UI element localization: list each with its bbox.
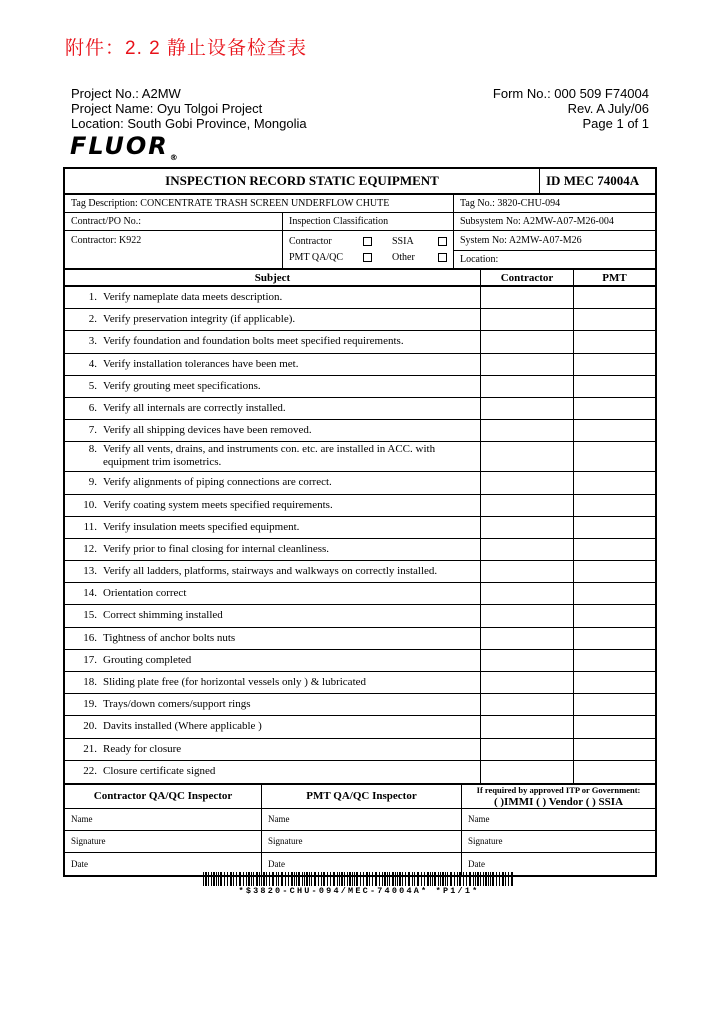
barcode-bar	[330, 872, 331, 886]
page-number: Page 1 of 1	[582, 116, 649, 131]
checklist-row	[65, 376, 655, 398]
contractor-check-cell[interactable]	[481, 716, 574, 737]
barcode-bar	[450, 872, 452, 886]
checklist-subject	[65, 539, 481, 560]
checklist-row	[65, 495, 655, 517]
subsystem-no: Subsystem No: A2MW-A07-M26-004	[460, 216, 614, 227]
barcode-bar	[261, 872, 262, 886]
barcode-bar	[369, 872, 370, 886]
project-name: Project Name: Oyu Tolgoi Project	[71, 101, 263, 116]
barcode-bar	[505, 872, 506, 886]
checklist-row	[65, 739, 655, 761]
item-number: 11.	[83, 520, 97, 533]
barcode-bar	[323, 872, 325, 886]
barcode-bar	[414, 872, 415, 886]
pmt-check-cell[interactable]	[574, 331, 655, 352]
item-text: Verify all ladders, platforms, stairways and walkways on correctly installed.	[103, 565, 438, 578]
item-text: Verify all vents, drains, and instruments con. etc. are installed in ACC. with	[103, 443, 436, 456]
barcode-bar	[306, 872, 308, 886]
contractor-check-cell[interactable]	[481, 650, 574, 671]
barcode-bar	[438, 872, 439, 886]
barcode-bar	[402, 872, 403, 886]
item-number: 14.	[83, 587, 97, 600]
item-text: Davits installed (Where applicable )	[103, 720, 262, 733]
barcode-bar	[269, 872, 270, 886]
inspection-form	[63, 167, 657, 877]
barcode-bar	[432, 872, 433, 886]
barcode-bar	[344, 872, 345, 886]
checklist-subject	[65, 495, 481, 516]
barcode-bar	[263, 872, 265, 886]
barcode-bar	[375, 872, 377, 886]
barcode-bar	[253, 872, 254, 886]
class-other-checkbox[interactable]	[438, 253, 447, 262]
item-number: 5.	[88, 379, 97, 392]
item-number: 21.	[83, 742, 97, 755]
barcode-bar	[395, 872, 396, 886]
class-other-label: Other	[392, 252, 415, 264]
form-title-row	[65, 169, 655, 195]
item-number: 18.	[83, 676, 97, 688]
item-text: Ready for closure	[103, 742, 182, 755]
barcode-bar	[477, 872, 479, 886]
item-number: 13.	[83, 565, 97, 578]
barcode-bar	[466, 872, 467, 886]
barcode-bar	[352, 872, 353, 886]
checklist-subject	[65, 376, 481, 397]
pmt-check-cell[interactable]	[574, 472, 655, 493]
barcode-bar	[224, 872, 225, 886]
pmt-check-cell[interactable]	[574, 739, 655, 760]
item-text: Verify insulation meets specified equipment.	[103, 520, 300, 533]
pmt-check-cell[interactable]	[574, 398, 655, 419]
form-no: Form No.: 000 509 F74004	[492, 86, 649, 101]
contractor-check-cell[interactable]	[481, 517, 574, 538]
tag-description: Tag Description: CONCENTRATE TRASH SCREEN UNDERFLOW CHUTE	[65, 195, 454, 212]
checklist-subject	[65, 672, 481, 693]
barcode-bar	[427, 872, 429, 886]
checklist-subject	[65, 442, 481, 471]
barcode-bar	[485, 872, 487, 886]
checklist-row	[65, 472, 655, 494]
contractor-check-cell[interactable]	[481, 331, 574, 352]
inspection-classification: Inspection Classification	[283, 213, 454, 230]
contractor-name-field[interactable]: Name	[65, 809, 262, 830]
pmt-check-cell[interactable]	[574, 354, 655, 375]
barcode-bar	[499, 872, 500, 886]
checklist-subject	[65, 583, 481, 604]
checklist-subject	[65, 309, 481, 330]
contractor-signature-field[interactable]: Signature	[65, 831, 262, 852]
checklist-subject	[65, 420, 481, 441]
barcode-bar	[483, 872, 484, 886]
barcode-bar	[511, 872, 513, 886]
project-location: Location: South Gobi Province, Mongolia	[71, 116, 307, 131]
barcode-bar	[473, 872, 474, 886]
barcode-bar	[272, 872, 274, 886]
contractor-check-cell[interactable]	[481, 605, 574, 626]
barcode-bar	[445, 872, 446, 886]
barcode-bar	[384, 872, 386, 886]
pmt-signature-field[interactable]: Signature	[262, 831, 462, 852]
checklist-subject	[65, 354, 481, 375]
checklist-subject	[65, 605, 481, 626]
barcode-bar	[360, 872, 361, 886]
barcode-bar	[490, 872, 491, 886]
pmt-date-field[interactable]: Date	[262, 853, 462, 875]
class-ssia-label: SSIA	[392, 235, 414, 247]
barcode-bar	[281, 872, 283, 886]
checklist-row	[65, 716, 655, 738]
barcode-bar	[309, 872, 310, 886]
barcode-bar	[213, 872, 215, 886]
item-number: 2.	[88, 313, 97, 326]
barcode-bar	[412, 872, 413, 886]
barcode-bar	[459, 872, 461, 886]
barcode-bar	[372, 872, 373, 886]
checklist-row	[65, 561, 655, 583]
barcode-bar	[405, 872, 406, 886]
barcode-bar	[239, 872, 241, 886]
barcode-bar	[496, 872, 497, 886]
barcode-bar	[298, 872, 300, 886]
form-id: ID MEC 74004A	[546, 173, 640, 188]
contractor-check-cell[interactable]	[481, 354, 574, 375]
item-number: 7.	[88, 424, 97, 437]
pmt-check-cell[interactable]	[574, 495, 655, 516]
contractor-date-field[interactable]: Date	[65, 853, 262, 875]
item-number: 3.	[88, 335, 97, 348]
item-text: Grouting completed	[103, 653, 192, 666]
barcode-bar	[457, 872, 458, 886]
contractor-inspector-label: Contractor QA/QC Inspector	[65, 785, 262, 808]
pmt-check-cell[interactable]	[574, 605, 655, 626]
pmt-check-cell[interactable]	[574, 628, 655, 649]
inspector-header	[65, 783, 655, 809]
barcode-bar	[363, 872, 364, 886]
checklist-subject	[65, 761, 481, 783]
checklist-subject	[65, 694, 481, 715]
pmt-inspector-label: PMT QA/QC Inspector	[262, 785, 462, 808]
class-contractor-checkbox[interactable]	[363, 237, 372, 246]
gov-date-field[interactable]: Date	[468, 858, 485, 869]
barcode-bar	[354, 872, 355, 886]
checklist-subject	[65, 628, 481, 649]
checklist-subject	[65, 472, 481, 493]
barcode-bar	[408, 872, 410, 886]
pmt-check-cell[interactable]	[574, 716, 655, 737]
checklist-subject	[65, 739, 481, 760]
barcode-bar	[208, 872, 209, 886]
item-number: 16.	[83, 631, 97, 644]
item-text: Verify coating system meets specified requirements.	[103, 498, 333, 511]
barcode-bar	[227, 872, 228, 886]
barcode-bar	[321, 872, 322, 886]
contractor-check-cell[interactable]	[481, 309, 574, 330]
checklist-subject	[65, 398, 481, 419]
barcode-bar	[389, 872, 390, 886]
barcode-bar	[430, 872, 431, 886]
barcode-bar	[440, 872, 441, 886]
pmt-check-cell[interactable]	[574, 539, 655, 560]
checklist-items	[65, 287, 655, 783]
item-number: 12.	[83, 542, 97, 555]
barcode-bar	[243, 872, 244, 886]
tag-no: Tag No.: 3820-CHU-094	[460, 198, 561, 209]
item-text: Correct shimming installed	[103, 609, 223, 622]
checklist-row	[65, 605, 655, 627]
barcode-bar	[397, 872, 398, 886]
item-number: 9.	[88, 476, 97, 489]
barcode-bar	[480, 872, 481, 886]
barcode-bar	[230, 872, 232, 886]
barcode-bar	[314, 872, 316, 886]
checklist-subject	[65, 287, 481, 308]
gov-signature-field[interactable]: Signature	[468, 836, 503, 847]
contractor-check-cell[interactable]	[481, 672, 574, 693]
barcode-bar	[341, 872, 343, 886]
item-text: Verify grouting meet specifications.	[103, 379, 261, 392]
item-number: 17.	[83, 653, 97, 666]
barcode	[203, 872, 515, 886]
barcode-bar	[454, 872, 455, 886]
revision: Rev. A July/06	[567, 101, 649, 116]
pmt-check-cell[interactable]	[574, 287, 655, 308]
barcode-bar	[434, 872, 436, 886]
barcode-bar	[349, 872, 351, 886]
checklist-subject	[65, 331, 481, 352]
contractor-field: Contractor: K922	[65, 231, 283, 268]
barcode-bar	[421, 872, 422, 886]
barcode-bar	[220, 872, 222, 886]
barcode-bar	[288, 872, 289, 886]
barcode-bar	[211, 872, 212, 886]
class-pmt-label: PMT QA/QC	[289, 252, 343, 264]
barcode-bar	[502, 872, 504, 886]
barcode-bar	[508, 872, 509, 886]
item-text: Sliding plate free (for horizontal vessels only ) & lubricated	[103, 676, 367, 688]
barcode-bar	[304, 872, 305, 886]
checklist-row	[65, 420, 655, 442]
barcode-bar	[251, 872, 252, 886]
barcode-bar	[463, 872, 464, 886]
government-note: If required by approved ITP or Government:	[476, 785, 641, 796]
class-contractor-label: Contractor	[289, 235, 332, 247]
barcode-bar	[294, 872, 295, 886]
checklist-subject	[65, 716, 481, 737]
checklist-subject	[65, 561, 481, 582]
item-text: Trays/down comers/support rings	[103, 698, 251, 711]
contractor-check-cell[interactable]	[481, 561, 574, 582]
checklist-row	[65, 761, 655, 783]
item-text: Verify foundation and foundation bolts meet specified requirements.	[103, 335, 404, 348]
form-header	[493, 86, 649, 131]
system-no: System No: A2MW-A07-M26	[454, 231, 655, 251]
registered-mark: ®	[169, 153, 178, 162]
barcode-bar	[399, 872, 401, 886]
barcode-bar	[333, 872, 335, 886]
contract-po: Contract/PO No.:	[65, 213, 283, 230]
item-text-continued: equipment trim isometrics.	[103, 456, 222, 469]
barcode-bar	[203, 872, 204, 886]
item-text: Verify prior to final closing for internal cleanliness.	[103, 542, 330, 555]
barcode-bar	[218, 872, 219, 886]
project-no: Project No.: A2MW	[71, 86, 181, 101]
barcode-bar	[311, 872, 312, 886]
barcode-bar	[492, 872, 494, 886]
barcode-bar	[387, 872, 388, 886]
item-number: 1.	[88, 291, 97, 303]
item-number: 15.	[83, 609, 97, 622]
barcode-bar	[488, 872, 489, 886]
contractor-check-cell[interactable]	[481, 739, 574, 760]
item-text: Tightness of anchor bolts nuts	[103, 631, 236, 644]
class-pmt-checkbox[interactable]	[363, 253, 372, 262]
barcode-bar	[447, 872, 448, 886]
pmt-check-cell[interactable]	[574, 561, 655, 582]
fluor-logo: $FLUOR_®$	[70, 132, 178, 162]
pmt-check-cell[interactable]	[574, 583, 655, 604]
checklist-row	[65, 539, 655, 561]
item-number: 6.	[88, 401, 97, 414]
pmt-check-cell[interactable]	[574, 309, 655, 330]
checklist-row	[65, 442, 655, 472]
gov-name-field[interactable]: Name	[468, 814, 490, 825]
item-number: 19.	[83, 698, 97, 711]
checklist-row	[65, 583, 655, 605]
item-number: 22.	[83, 764, 97, 777]
location-field: Location:	[460, 254, 499, 265]
pmt-check-cell[interactable]	[574, 694, 655, 715]
barcode-bar	[236, 872, 237, 886]
barcode-bar	[216, 872, 217, 886]
contractor-check-cell[interactable]	[481, 583, 574, 604]
checklist-row	[65, 398, 655, 420]
contractor-check-cell[interactable]	[481, 442, 574, 471]
checklist-row	[65, 287, 655, 309]
item-text: Verify all internals are correctly installed.	[103, 401, 286, 414]
contractor-check-cell[interactable]	[481, 539, 574, 560]
barcode-bar	[318, 872, 319, 886]
barcode-bar	[256, 872, 258, 886]
pmt-check-cell[interactable]	[574, 672, 655, 693]
item-text: Closure certificate signed	[103, 764, 216, 777]
barcode-bar	[356, 872, 358, 886]
barcode-bar	[424, 872, 425, 886]
checklist-row	[65, 309, 655, 331]
item-text: Verify all shipping devices have been removed.	[103, 424, 312, 437]
contractor-check-cell[interactable]	[481, 472, 574, 493]
contractor-check-cell[interactable]	[481, 694, 574, 715]
barcode-bar	[475, 872, 476, 886]
contractor-check-cell[interactable]	[481, 495, 574, 516]
item-number: 8.	[88, 443, 97, 456]
item-text: Verify preservation integrity (if applicable).	[103, 313, 296, 326]
barcode-bar	[469, 872, 471, 886]
barcode-bar	[248, 872, 250, 886]
barcode-bar	[442, 872, 444, 886]
contractor-check-cell[interactable]	[481, 398, 574, 419]
pmt-check-cell[interactable]	[574, 420, 655, 441]
item-text: Verify alignments of piping connections are correct.	[103, 476, 332, 489]
barcode-bar	[266, 872, 267, 886]
contractor-check-cell[interactable]	[481, 628, 574, 649]
form-title: INSPECTION RECORD STATIC EQUIPMENT	[65, 169, 540, 193]
class-ssia-checkbox[interactable]	[438, 237, 447, 246]
barcode-bar	[417, 872, 419, 886]
barcode-bar	[205, 872, 207, 886]
checklist-subject	[65, 517, 481, 538]
barcode-bar	[347, 872, 348, 886]
project-header	[71, 86, 307, 131]
checklist-row	[65, 672, 655, 694]
item-number: 4.	[88, 357, 97, 370]
barcode-bar	[278, 872, 279, 886]
barcode-text: *$3820-CHU-094/MEC-74004A* *P1/1*	[238, 886, 480, 896]
barcode-bar	[339, 872, 340, 886]
checklist-row	[65, 650, 655, 672]
barcode-bar	[233, 872, 234, 886]
barcode-bar	[276, 872, 277, 886]
contractor-check-cell[interactable]	[481, 287, 574, 308]
checklist-row	[65, 517, 655, 539]
barcode-bar	[285, 872, 286, 886]
contractor-header: Contractor	[481, 270, 574, 285]
item-text: Orientation correct	[103, 587, 187, 600]
contractor-check-cell[interactable]	[481, 420, 574, 441]
government-options[interactable]: ( )IMMI ( ) Vendor ( ) SSIA	[493, 796, 624, 809]
checklist-header	[65, 269, 655, 287]
checklist-row	[65, 331, 655, 353]
pmt-check-cell[interactable]	[574, 650, 655, 671]
barcode-bar	[382, 872, 383, 886]
pmt-header: PMT	[602, 271, 627, 284]
pmt-check-cell[interactable]	[574, 517, 655, 538]
barcode-bar	[379, 872, 380, 886]
barcode-bar	[291, 872, 293, 886]
pmt-name-field[interactable]: Name	[262, 809, 462, 830]
item-text: Verify installation tolerances have been met.	[103, 357, 299, 370]
barcode-bar	[246, 872, 247, 886]
pmt-check-cell[interactable]	[574, 442, 655, 471]
pmt-check-cell[interactable]	[574, 761, 655, 783]
barcode-bar	[366, 872, 368, 886]
barcode-bar	[296, 872, 297, 886]
barcode-bar	[259, 872, 260, 886]
barcode-bar	[337, 872, 338, 886]
barcode-bar	[392, 872, 394, 886]
contractor-check-cell[interactable]	[481, 761, 574, 783]
pmt-check-cell[interactable]	[574, 376, 655, 397]
item-number: 10.	[83, 498, 97, 511]
item-text: Verify nameplate data meets description.	[103, 291, 283, 303]
barcode-bar	[302, 872, 303, 886]
subject-header: Subject	[65, 270, 481, 285]
checklist-row	[65, 354, 655, 376]
checklist-row	[65, 628, 655, 650]
checklist-subject	[65, 650, 481, 671]
contractor-check-cell[interactable]	[481, 376, 574, 397]
item-number: 20.	[83, 720, 97, 733]
checklist-row	[65, 694, 655, 716]
barcode-bar	[327, 872, 328, 886]
document-title: 附件：2. 2 静止设备检查表	[65, 38, 307, 59]
